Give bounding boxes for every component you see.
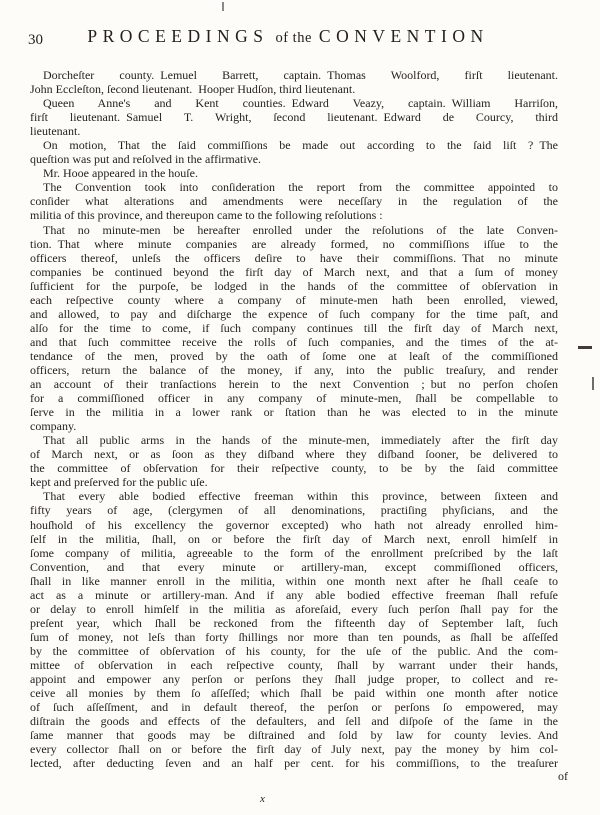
text-line: houſhold of his excellency the governor excepted) who hath not already enrolled him- xyxy=(30,517,558,532)
text-line: alſo for the time to come, if ſuch company continues till the firſt day of March next, xyxy=(30,320,558,335)
text-line: of March next, or as ſoon as they diſband where they diſband ſooner, be delivered to xyxy=(30,447,558,462)
running-title-convention: CONVENTION xyxy=(318,26,489,46)
text-line: fifty years of age, (clergymen of all denominations, practiſing phyſicians, and the xyxy=(30,503,558,518)
text-line: ſelf in the militia, ſhall, on or before the firſt day of March next, enroll himſelf in xyxy=(30,531,558,546)
text-line: company. xyxy=(30,419,77,434)
text-line: ceive all monies by them ſo aſſeſſed; which ſhall be paid within one month after notice xyxy=(30,686,558,701)
text-line: every collector ſhall on or before the firſt day of July next, pay the money by him col- xyxy=(30,742,558,757)
text-line: ſufficient for the purpoſe, be lodged in the hands of the committee of obſervation in xyxy=(30,278,558,293)
text-line: appoint and empower any perſon or perſons they ſhall judge proper, to collect and re- xyxy=(30,672,558,687)
text-line: kept and preſerved for the public uſe. xyxy=(30,475,208,490)
text-line: an account of their tranſactions herein to the next Convention ; but no perſon choſen xyxy=(30,377,558,392)
text-line: or delay to enroll himſelf in the militia as aforeſaid, every ſuch perſon ſhall pay for the xyxy=(30,601,558,616)
text-line: Dorcheſter county. Lemuel Barrett, captain. Thomas Woolford, firſt lieutenant. xyxy=(43,68,558,82)
text-line: and allowed, to pay and diſcharge the expence of ſuch company for the time paſt, and xyxy=(30,306,558,321)
catchword: of xyxy=(558,769,568,783)
text-line: tion. That where minute companies are already formed, no commiſſions iſſue to the xyxy=(30,236,558,251)
scan-artifact-tick xyxy=(222,2,224,11)
text-line: and that ſuch committee receive the rolls of ſuch companies, and the times of the at- xyxy=(30,334,558,349)
running-title-of-the: of the xyxy=(275,30,312,46)
text-line: ſame manner that goods may be diſtrained and ſold by law for county levies. And xyxy=(30,728,558,743)
text-line: On motion, That the ſaid commiſſions be made out according to the ſaid liſt ? The xyxy=(43,138,558,153)
text-line: conſider what alterations and amendments were neceſſary in the regulation of the xyxy=(30,194,558,209)
page-number: 30 xyxy=(28,32,43,48)
text-line: ſerve in the militia in a lower rank or ſtation than he was elected to in the minute xyxy=(30,405,558,420)
text-line: the committee of obſervation for their reſpective county, to be by the ſaid committee xyxy=(30,461,558,476)
text-line: by the committee of obſervation of his county, for the uſe of the public. And the com- xyxy=(30,643,558,658)
text-line: tendance of the men, proved by the oath of ſome one at leaſt of the commiſſioned xyxy=(30,348,558,363)
text-line: That all public arms in the hands of the minute-men, immediately after the firſt day xyxy=(43,433,558,448)
text-line: lected, after deducting ſeven and an half per cent. for his commiſſions, to the treaſurer xyxy=(30,756,558,771)
scan-artifact-line xyxy=(592,377,594,390)
text-line: act as a minute or artillery-man. And if any able bodied effective freeman ſhall refuſe xyxy=(30,587,558,602)
body-text xyxy=(30,68,558,770)
text-line: John Eccleſton, ſecond lieutenant. Hooper Hudſon, third lieutenant. xyxy=(30,82,356,97)
text-line: ſhall in like manner enroll in the militia, within one month next after he ſhall ceaſe to xyxy=(30,573,558,588)
text-line: lieutenant. xyxy=(30,124,81,139)
text-line: Mr. Hooe appeared in the houſe. xyxy=(43,166,198,181)
text-line: Convention, and that every minute or artillery-man, except commiſſioned officers, xyxy=(30,559,558,574)
text-line: militia of this province, and thereupon came to the following reſolutions : xyxy=(30,208,383,223)
running-title xyxy=(0,26,588,47)
text-line: That every able bodied effective freeman within this province, between ſixteen and xyxy=(43,489,558,504)
scan-artifact-dash xyxy=(578,346,592,349)
text-line: ſum of money, not leſs than forty ſhillings nor more than ten pounds, as ſhall be aſſeſſed xyxy=(30,629,558,644)
page-header xyxy=(0,26,600,52)
text-line: queſtion was put and reſolved in the affirmative. xyxy=(30,152,262,167)
signature-mark: x xyxy=(260,793,265,805)
text-line: for a commiſſioned officer in any company of minute-men, ſhall be compellable to xyxy=(30,391,558,406)
text-line: ſome company of militia, agreeable to the form of the enrollment preſcribed by the laſt xyxy=(30,545,558,560)
text-line: That no minute-men be hereafter enrolled under the reſolutions of the late Conven- xyxy=(43,222,558,237)
text-line: officers thereof, unleſs the officers deſire to have their commiſſions. That no minute xyxy=(30,250,558,265)
text-line: preſent year, which ſhall be reckoned from the fifteenth day of September laſt, ſuch xyxy=(30,615,558,630)
text-line: mittee of obſervation in each reſpective county, ſhall by warrant under their hands, xyxy=(30,657,558,672)
text-line: Queen Anne's and Kent counties. Edward Veazy, captain. William Harriſon, xyxy=(43,96,558,111)
text-line: officers, return the balance of the money, if any, into the public treaſury, and render xyxy=(30,362,558,377)
text-line: companies be continued beyond the firſt day of March next, and that a ſum of money xyxy=(30,264,558,279)
text-line: The Convention took into conſideration the report from the committee appointed to xyxy=(43,180,558,195)
text-line: firſt lieutenant. Samuel T. Wright, ſecond lieutenant. Edward de Courcy, third xyxy=(30,110,558,125)
text-line: each reſpective county where a company of minute-men hath been enrolled, viewed, xyxy=(30,292,558,307)
text-line: of ſuch aſſeſſment, and in default thereof, the perſon or perſons ſo empowered, may xyxy=(30,700,558,715)
running-title-proceedings: PROCEEDINGS xyxy=(87,26,269,46)
text-line: diſtrain the goods and effects of the defaulters, and ſell and diſpoſe of the ſame in the xyxy=(30,714,558,729)
